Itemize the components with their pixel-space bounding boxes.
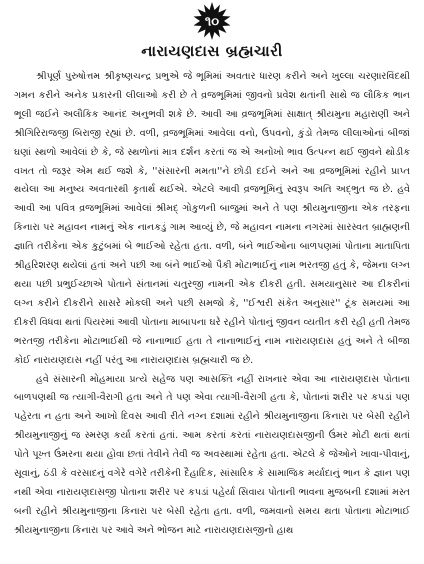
chapter-badge [0, 2, 424, 40]
paragraph-1: શ્રીપૂર્ણ પુરુષોત્તમ શ્રીકૃષ્ણચન્દ્ર પ્રભુએ જે ભૂમિમાં અવતાર ધારણ કરીને અને ખુલ્લા ચરણારવિંદથી ગમન કરીને અનેક પ્રકારની લીલાઓ કરી છે તે વ્રજભૂમિમાં જીવનો પ્રવેશ થતાંની સાથે જ લૌકિક ભાન ભૂલી જઈને અલૌકિક આનંદ અનુભવી શકે છે. આવી આ વ્રજભૂમિમાં સાક્ષાત્ શ્રીયમુના મહારાણી અને શ્રીગિરિરાજજી બિરાજી રહ્યાં છે. વળી, વ્રજભૂમિમાં આવેલા વનો, ઉપવનો, કુંડો તેમજ લીલાઓનાં બીજાં ઘણાં સ્થળો આવેલાં છે કે, જે સ્થળોનાં માત્ર દર્શન કરતાં જ એ અનોખો ભાવ ઉત્પન્ન થઈ જીવને થોડીક વખત તો જરૂર એમ થઈ જશે કે, ''સંસારની મમતા''ને છોડી દઈને અને આ વ્રજભૂમિમાં રહીને પ્રાપ્ત થયેલા આ મનુષ્ય અવતારથી કૃતાર્થ થઈએ. એટલે આવી વ્રજભૂમિનું સ્વરૂપ અતિ અદ્ભુત જ છે. હવે આવી આ પવિત્ર વ્રજભૂમિમાં આવેલાં શ્રીમદ્ ગોકુળની બાજુમાં અને તે પણ શ્રીયમુનાજીના એક તરફના કિનારા પર મહાવન નામનું એક નાનકડું ગામ આવ્યું છે, જે મહાવન નામના નગરમાં સારસ્વત બ્રાહ્મણની જ્ઞાતિ તરીકેના એક કુટુંબમાં બે ભાઈઓ રહેતા હતા. વળી, બંને ભાઈઓના બાળપણમાં પોતાના માતાપિતા શ્રીહરિશરણ થયેલાં હતાં અને પછી આ બંને ભાઈઓ પૈકી મોટાભાઈનું નામ ભરતજી હતું કે, જેમના લગ્ન થયા પછી પ્રભુઈચ્છાએ પોતાને સંતાનમાં ચતુરજી નામની એક દીકરી હતી. સમયાનુસાર આ દીકરીનાં લગ્ન કરીને દીકરીને સાસરે મોકલી અને પછી સમજો કે, ''ઈશ્વરી સંકેત અનુસાર'' ટૂંક સમયમાં આ દીકરી વિધવા થતાં પિયરમાં આવી પોતાના માબાપના ઘરે રહીને પોતાનું જીવન વ્યતીત કરી રહી હતી તેમજ ભરતજી તરીકેના મોટાભાઈથી જે નાનાભાઈ હતા તે નાનાભાઈનું નામ નારાયણદાસ હતું અને તે બીજા કોઈ નારાયણદાસ નહીં પરંતુ આ નારાયણદાસ બ્રહ્મચારી જ છે. [14, 71, 410, 366]
chapter-title: નારાયણદાસ બ્રહ્મચારી [141, 42, 283, 60]
chapter-number: ૧૦ [204, 14, 220, 30]
chapter-body [14, 68, 410, 541]
paragraph-2: હવે સંસારની મોહમાયા પ્રત્યે સહેજ પણ આસક્તિ નહીં રાખનાર એવા આ નારાયણદાસ પોતાના બાળપણથી જ ત્યાગી-વૈરાગી હતા અને તે પણ એવા ત્યાગી-વૈરાગી હતા કે, પોતાનાં શરીર પર કપડાં પણ પહેરતા ન હતા અને આખો દિવસ આવી રીતે નગ્ન દશામાં રહીને શ્રીયમુનાજીના કિનારા પર બેસી રહીને શ્રીયમુનાજીનું જ સ્મરણ કર્યા કરતાં હતાં. આમ કરતાં કરતાં નારાયણદાસજીની ઉંમર મોટી થતાં થતાં પોતે પૂખ્ત ઉંમરના થયા હોવા છતાં તેવીને તેવી જ અવસ્થામાં રહેતા હતા. એટલે કે જેઓને ખાવા-પીવાનું, સૂવાનું, ઠંડી કે વરસાદનું વગેરે વગેરે તરીકેની દૈહાદિક, સાંસારિક કે સામાજિક મર્યાદાનું ભાન કે જ્ઞાન પણ નથી એવા નારાયણદાસજી પોતાના શરીર પર કપડાં પહેર્યા સિવાય પોતાની ભાવના મુજબની દશામાં મસ્ત બની રહીને શ્રીયમુનાજીના કિનારા પર બેસી રહેતા હતા. વળી, જમવાનો સમય થતા પોતાના મોટાભાઈ શ્રીયમુનાજીના કિનારા પર આવે અને ભોજન માટે નારાયણદાસજીનો હાથ [14, 373, 410, 536]
chapter-number-ornament-icon [192, 2, 232, 40]
